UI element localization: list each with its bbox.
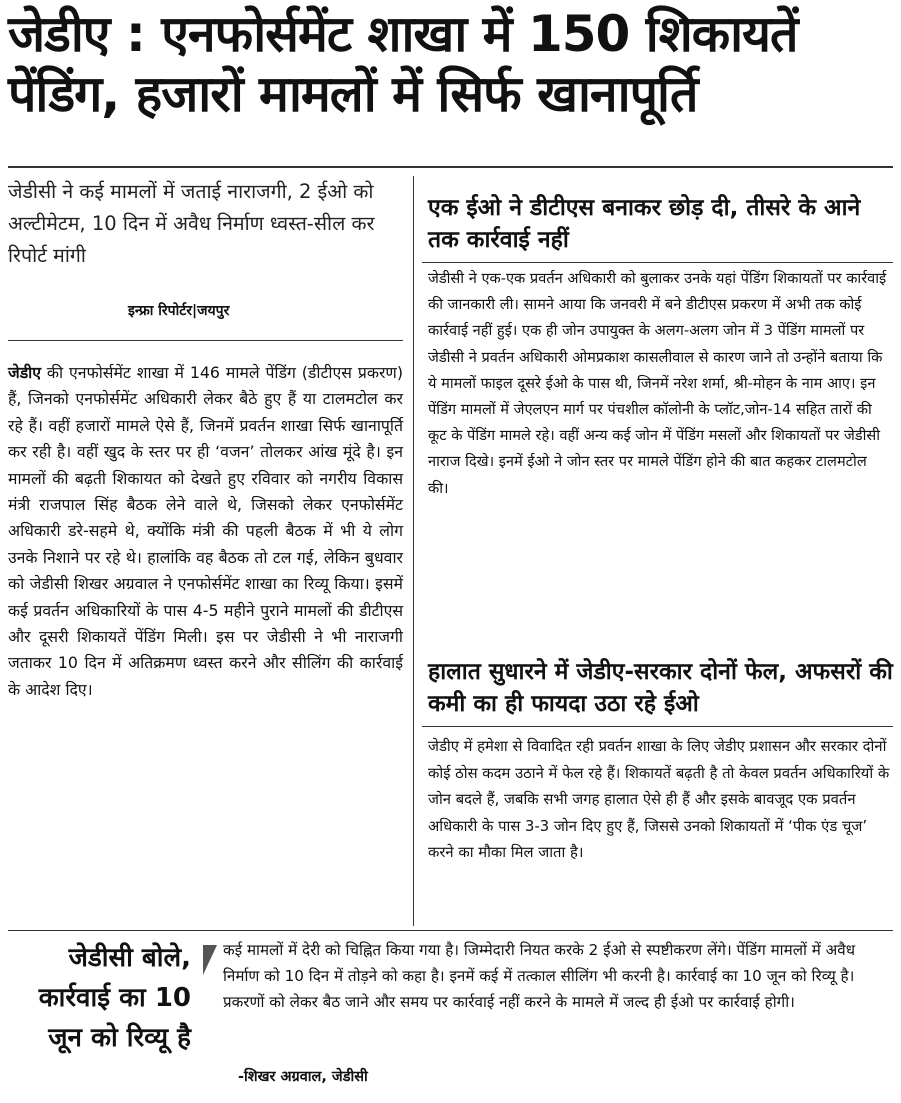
deck: जेडीसी ने कई मामलों में जताई नाराजगी, 2 ईओ को अल्टीमेटम, 10 दिन में अवैध निर्माण ध्वस्त-सील कर रिपोर्ट मांगी xyxy=(8,180,375,267)
quote-attribution: -शिखर अग्रवाल, जेडीसी xyxy=(238,1069,368,1085)
quote-mark-icon xyxy=(203,945,217,975)
byline: इन्फ्रा रिपोर्टर|जयपुर xyxy=(128,303,230,319)
quote-text: कई मामलों में देरी को चिह्नित किया गया है। जिम्मेदारी नियत करके 2 ईओ से स्पष्टीकरण लेंगे। पेंडिंग मामलों में अवैध निर्माण को 10 दिन में तोड़ने को कहा है। इनमें कई में तत्काल सीलिंग भी करनी है। कार्रवाई का 10 जून को रिव्यू है। प्रकरणों को लेकर बैठ जाने और समय पर कार्रवाई नहीं करने के मामले में जल्द ही ईओ पर कार्रवाई होगी। xyxy=(223,941,856,1011)
right-body-1: जेडीसी ने एक-एक प्रवर्तन अधिकारी को बुलाकर उनके यहां पेंडिंग शिकायतों पर कार्रवाई की जानकारी ली। सामने आया कि जनवरी में बने डीटीएस प्रकरण में अभी तक कोई कार्रवाई नहीं हुई। एक ही जोन उपायुक्त के अलग-अलग जोन में 3 पेंडिंग मामलों पर जेडीसी ने प्रवर्तन अधिकारी ओमप्रकाश कासलीवाल से कारण जाने तो उन्होंने बताया कि ये मामलों फाइल दूसरे ईओ के पास थी, जिनमें नरेश शर्मा, श्री-मोहन के नाम आए। इन पेंडिंग मामलों में जेएलएन मार्ग पर पंचशील कॉलोनी के प्लॉट,जोन-14 सहित तारों की कूट के पेंडिंग मामले रहे। वहीं अन्य कई जोन में पेंडिंग मसलों और शिकायतों पर जेडीसी नाराज दिखे। इनमें ईओ ने जोन स्तर पर मामले पेंडिंग होने की बात कहकर टालमटोल की। xyxy=(428,270,887,497)
byline-divider xyxy=(8,340,403,341)
lead-word: जेडीए xyxy=(8,363,41,382)
column-divider xyxy=(413,176,414,926)
headline-divider xyxy=(8,166,893,168)
headline-line-2: पेंडिंग, हजारों मामलों में सिर्फ खानापूर्ति xyxy=(8,65,698,123)
headline-line-1: जेडीए : एनफोर्समेंट शाखा में 150 शिकायतें xyxy=(8,5,798,63)
subhead-2: हालात सुधारने में जेडीए-सरकार दोनों फेल, अफसरों की कमी का ही फायदा उठा रहे ईओ xyxy=(428,659,893,717)
left-body xyxy=(8,360,403,703)
quote-divider xyxy=(8,930,893,931)
left-body-text: की एनफोर्समेंट शाखा में 146 मामले पेंडिंग (डीटीएस प्रकरण) हैं, जिनको एनफोर्समेंट अधिकारी लेकर बैठे हुए हैं या टालमटोल कर रहे हैं। वहीं हजारों मामले ऐसे हैं, जिनमें प्रवर्तन शाखा सिर्फ खानापूर्ति कर रही है। वहीं खुद के स्तर पर ही ‘वजन’ तोलकर आंख मूंदे है। इन मामलों की बढ़ती शिकायत को देखते हुए रविवार को नगरीय विकास मंत्री राजपाल सिंह बैठक लेने वाले थे, जिसको लेकर एनफोर्समेंट अधिकारी डरे-सहमे थे, क्योंकि मंत्री की पहली बैठक में भी ये लोग उनके निशाने पर रहे थे। हालांकि वह बैठक तो टल गई, लेकिन बुधवार को जेडीसी शिखर अग्रवाल ने एनफोर्समेंट शाखा का रिव्यू किया। इसमें कई प्रवर्तन अधिकारियों के पास 4-5 महीने पुराने मामलों की डीटीएस और दूसरी शिकायतें पेंडिंग मिली। इस पर जेडीसी ने भी नाराजगी जताकर 10 दिन में अतिक्रमण ध्वस्त करने और सीलिंग की कार्रवाई के आदेश दिए। xyxy=(8,363,403,699)
subhead-2-rule xyxy=(422,726,893,727)
headline xyxy=(8,4,893,124)
subhead-1: एक ईओ ने डीटीएस बनाकर छोड़ दी, तीसरे के आने तक कार्रवाई नहीं xyxy=(428,195,861,253)
right-body-2: जेडीए में हमेशा से विवादित रही प्रवर्तन शाखा के लिए जेडीए प्रशासन और सरकार दोनों कोई ठोस कदम उठाने में फेल रहे हैं। शिकायतें बढ़ती है तो केवल प्रवर्तन अधिकारियों के जोन बदले हैं, जबकि सभी जगह हालात ऐसे ही हैं और इसके बावजूद एक प्रवर्तन अधिकारी के पास 3-3 जोन दिए हुए हैं, जिससे उनको शिकायतों में ‘पीक एंड चूज’ करने का मौका मिल जाता है। xyxy=(428,738,890,862)
quote-label: जेडीसी बोले, कार्रवाई का 10 जून को रिव्यू है xyxy=(38,943,191,1053)
subhead-1-rule xyxy=(422,262,893,263)
